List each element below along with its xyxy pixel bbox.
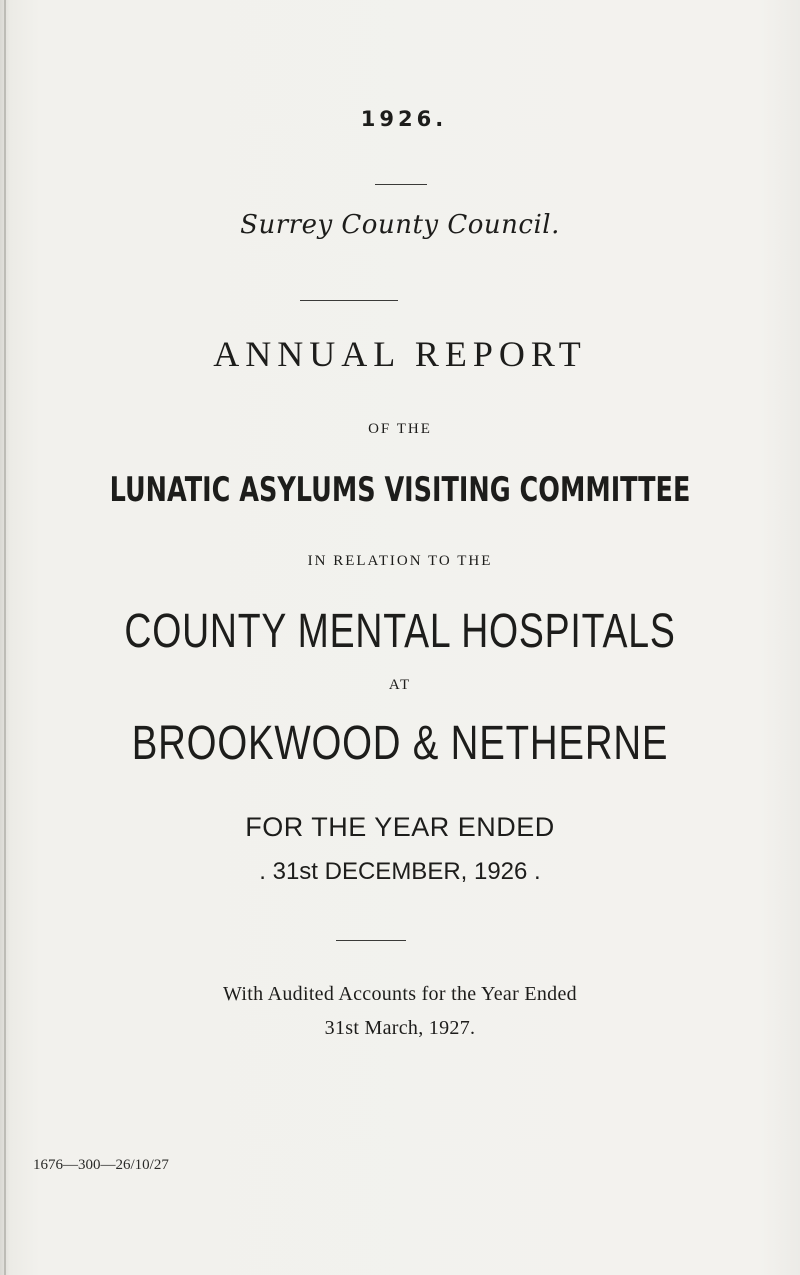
year-ended-text: FOR THE YEAR ENDED — [245, 812, 555, 842]
print-reference: 1676—300—26/10/27 — [33, 1157, 169, 1173]
hospitals-heading: COUNTY MENTAL HOSPITALS — [124, 605, 676, 658]
in-relation-text: IN RELATION TO THE — [307, 553, 493, 569]
report-title: ANNUAL REPORT — [213, 334, 587, 374]
divider-rule — [375, 184, 427, 185]
of-the-text: OF THE — [368, 421, 432, 437]
audited-accounts-date: 31st March, 1927. — [324, 1017, 476, 1039]
audited-accounts-line: With Audited Accounts for the Year Ended — [223, 983, 577, 1005]
divider-rule — [336, 940, 406, 941]
report-year: 1926. — [360, 107, 448, 131]
committee-name: LUNATIC ASYLUMS VISITING COMMITTEE — [109, 470, 691, 510]
divider-rule — [300, 300, 398, 301]
locations-heading: BROOKWOOD & NETHERNE — [131, 717, 669, 770]
binding-edge — [4, 0, 6, 1275]
council-name: Surrey County Council. — [240, 210, 560, 240]
at-text: AT — [388, 677, 412, 693]
report-date: . 31st DECEMBER, 1926 . — [259, 858, 541, 885]
